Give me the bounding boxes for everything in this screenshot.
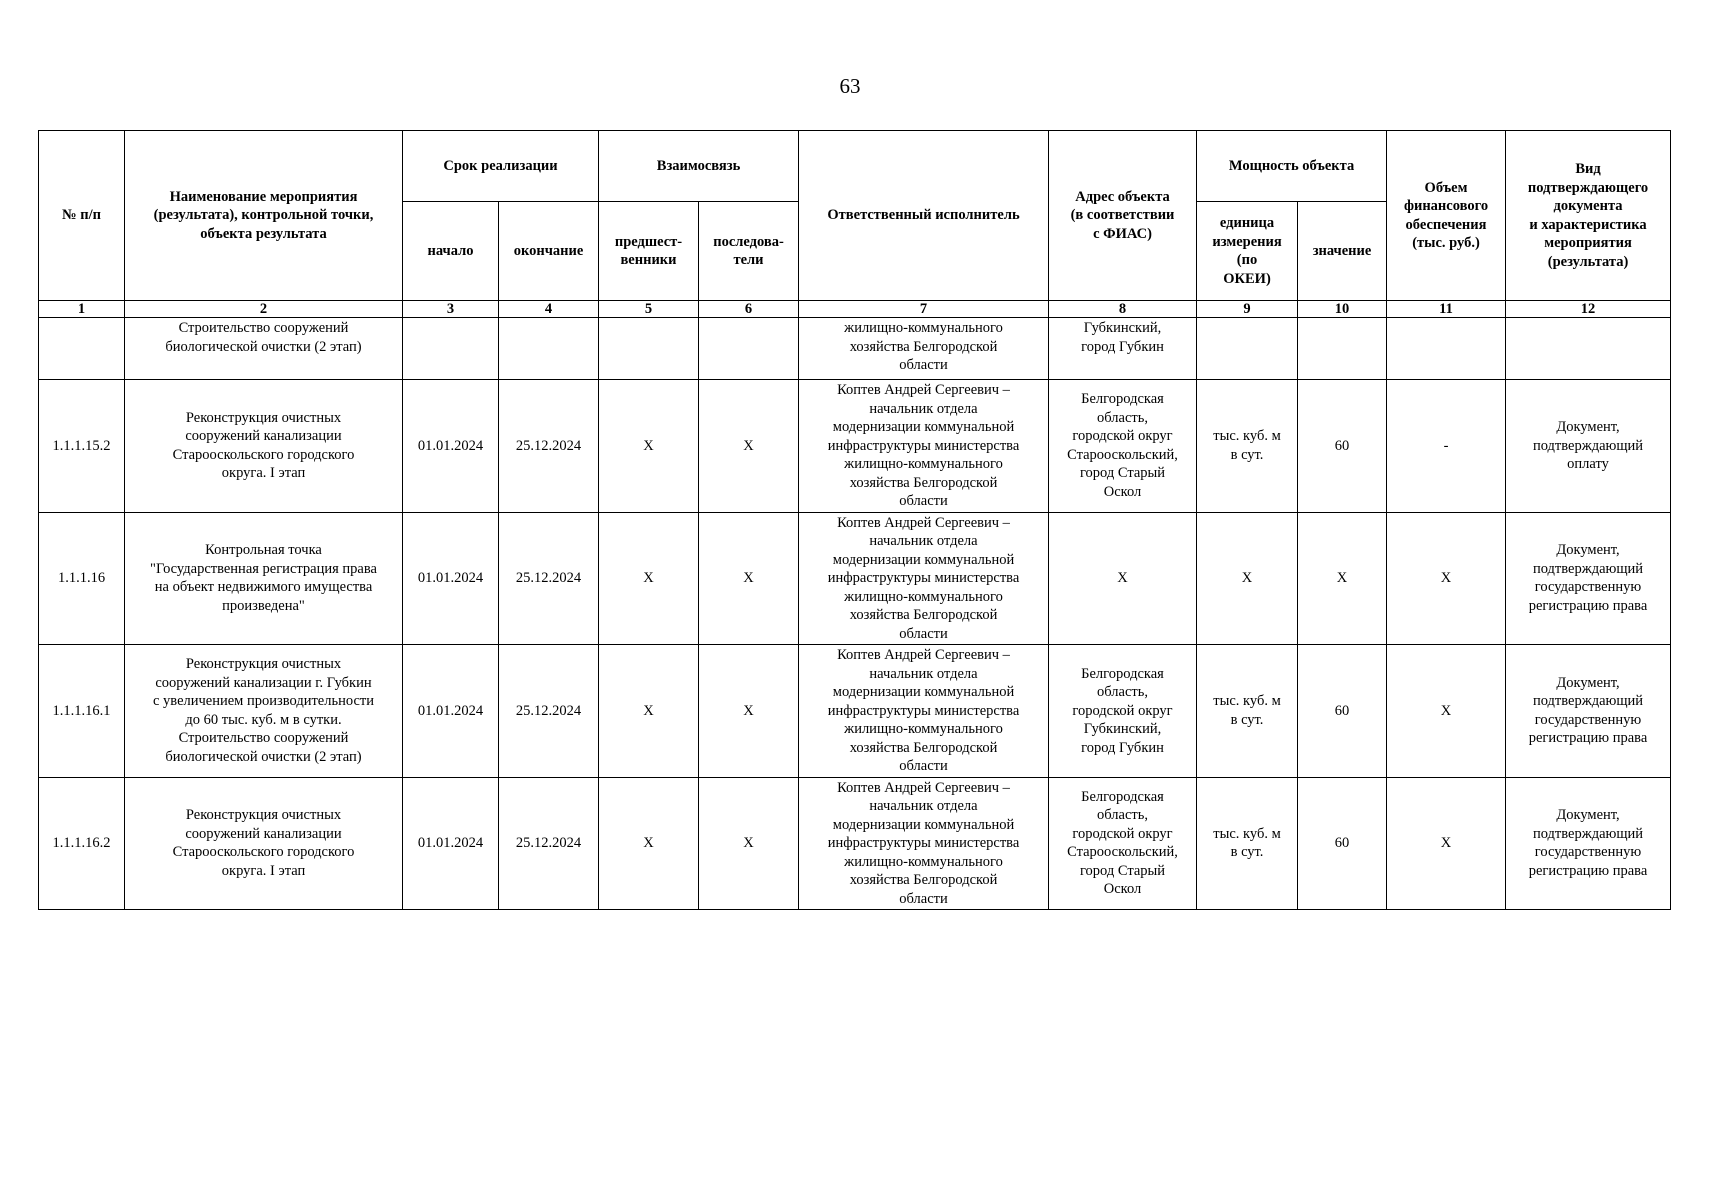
cell-num: 1.1.1.16.1 (39, 645, 125, 778)
header-end: окончание (499, 202, 599, 301)
column-number: 9 (1197, 301, 1298, 318)
header-value: значение (1298, 202, 1387, 301)
cell-value: 60 (1298, 645, 1387, 778)
header-doc-type: Вид подтверждающего документа и характеристика мероприятия (результата) (1506, 131, 1671, 301)
table-row (39, 318, 1671, 380)
header-period: Срок реализации (403, 131, 599, 202)
cell-end: 25.12.2024 (499, 512, 599, 645)
cell-end: 25.12.2024 (499, 645, 599, 778)
header-num: № п/п (39, 131, 125, 301)
cell-start (403, 318, 499, 380)
cell-address: Белгородская область, городской округ Старооскольский, город Старый Оскол (1049, 777, 1197, 910)
cell-num: 1.1.1.16.2 (39, 777, 125, 910)
cell-value (1298, 318, 1387, 380)
header-address: Адрес объекта (в соответствии с ФИАС) (1049, 131, 1197, 301)
column-number: 11 (1387, 301, 1506, 318)
header-start: начало (403, 202, 499, 301)
column-number: 8 (1049, 301, 1197, 318)
cell-end (499, 318, 599, 380)
cell-responsible: жилищно-коммунального хозяйства Белгородской области (799, 318, 1049, 380)
cell-predecessors: Х (599, 777, 699, 910)
cell-successors: Х (699, 645, 799, 778)
cell-address: Губкинский, город Губкин (1049, 318, 1197, 380)
header-relation: Взаимосвязь (599, 131, 799, 202)
header-unit: единица измерения (по ОКЕИ) (1197, 202, 1298, 301)
column-number: 4 (499, 301, 599, 318)
cell-num: 1.1.1.15.2 (39, 380, 125, 513)
table-header (39, 131, 1671, 318)
table-body (39, 318, 1671, 910)
cell-unit: Х (1197, 512, 1298, 645)
table-row (39, 645, 1671, 778)
cell-num (39, 318, 125, 380)
cell-successors: Х (699, 512, 799, 645)
table-row (39, 380, 1671, 513)
header-successors: последова- тели (699, 202, 799, 301)
column-number: 10 (1298, 301, 1387, 318)
cell-name: Строительство сооружений биологической очистки (2 этап) (125, 318, 403, 380)
column-number: 12 (1506, 301, 1671, 318)
cell-name: Реконструкция очистных сооружений канализации Старооскольского городского округа. I этап (125, 380, 403, 513)
cell-responsible: Коптев Андрей Сергеевич – начальник отдела модернизации коммунальной инфраструктуры министерства жилищно-коммунального хозяйства Белгородской области (799, 777, 1049, 910)
cell-end: 25.12.2024 (499, 380, 599, 513)
cell-unit: тыс. куб. м в сут. (1197, 645, 1298, 778)
cell-successors (699, 318, 799, 380)
cell-responsible: Коптев Андрей Сергеевич – начальник отдела модернизации коммунальной инфраструктуры министерства жилищно-коммунального хозяйства Белгородской области (799, 512, 1049, 645)
cell-start: 01.01.2024 (403, 645, 499, 778)
cell-predecessors: Х (599, 380, 699, 513)
cell-address: Белгородская область, городской округ Старооскольский, город Старый Оскол (1049, 380, 1197, 513)
cell-name: Контрольная точка "Государственная регистрация права на объект недвижимого имущества произведена" (125, 512, 403, 645)
table-row (39, 777, 1671, 910)
cell-financing: Х (1387, 512, 1506, 645)
cell-unit (1197, 318, 1298, 380)
cell-responsible: Коптев Андрей Сергеевич – начальник отдела модернизации коммунальной инфраструктуры министерства жилищно-коммунального хозяйства Белгородской области (799, 645, 1049, 778)
cell-name: Реконструкция очистных сооружений канализации Старооскольского городского округа. I этап (125, 777, 403, 910)
cell-num: 1.1.1.16 (39, 512, 125, 645)
page-number: 63 (839, 74, 861, 98)
header-name: Наименование мероприятия (результата), контрольной точки, объекта результата (125, 131, 403, 301)
cell-doc-type: Документ, подтверждающий государственную регистрацию права (1506, 777, 1671, 910)
cell-end: 25.12.2024 (499, 777, 599, 910)
cell-value: 60 (1298, 380, 1387, 513)
cell-doc-type: Документ, подтверждающий государственную регистрацию права (1506, 645, 1671, 778)
header-financing: Объем финансового обеспечения (тыс. руб.) (1387, 131, 1506, 301)
column-number-row (39, 301, 1671, 318)
cell-responsible: Коптев Андрей Сергеевич – начальник отдела модернизации коммунальной инфраструктуры министерства жилищно-коммунального хозяйства Белгородской области (799, 380, 1049, 513)
cell-start: 01.01.2024 (403, 777, 499, 910)
cell-financing (1387, 318, 1506, 380)
header-responsible: Ответственный исполнитель (799, 131, 1049, 301)
cell-successors: Х (699, 380, 799, 513)
column-number: 7 (799, 301, 1049, 318)
cell-financing: Х (1387, 777, 1506, 910)
cell-predecessors: Х (599, 645, 699, 778)
cell-predecessors: Х (599, 512, 699, 645)
cell-start: 01.01.2024 (403, 380, 499, 513)
column-number: 5 (599, 301, 699, 318)
cell-financing: Х (1387, 645, 1506, 778)
cell-address: Х (1049, 512, 1197, 645)
cell-name: Реконструкция очистных сооружений канализации г. Губкин с увеличением производительности до 60 тыс. куб. м в сутки. Строительство сооружений биологической очистки (2 этап) (125, 645, 403, 778)
cell-unit: тыс. куб. м в сут. (1197, 777, 1298, 910)
header-predecessors: предшест- венники (599, 202, 699, 301)
cell-value: Х (1298, 512, 1387, 645)
cell-unit: тыс. куб. м в сут. (1197, 380, 1298, 513)
cell-address: Белгородская область, городской округ Губкинский, город Губкин (1049, 645, 1197, 778)
column-number: 6 (699, 301, 799, 318)
cell-start: 01.01.2024 (403, 512, 499, 645)
cell-predecessors (599, 318, 699, 380)
table-row (39, 512, 1671, 645)
cell-doc-type: Документ, подтверждающий оплату (1506, 380, 1671, 513)
cell-financing: - (1387, 380, 1506, 513)
cell-doc-type (1506, 318, 1671, 380)
cell-doc-type: Документ, подтверждающий государственную регистрацию права (1506, 512, 1671, 645)
column-number: 3 (403, 301, 499, 318)
column-number: 1 (39, 301, 125, 318)
column-number: 2 (125, 301, 403, 318)
cell-successors: Х (699, 777, 799, 910)
cell-value: 60 (1298, 777, 1387, 910)
header-capacity: Мощность объекта (1197, 131, 1387, 202)
implementation-plan-table (38, 130, 1671, 910)
